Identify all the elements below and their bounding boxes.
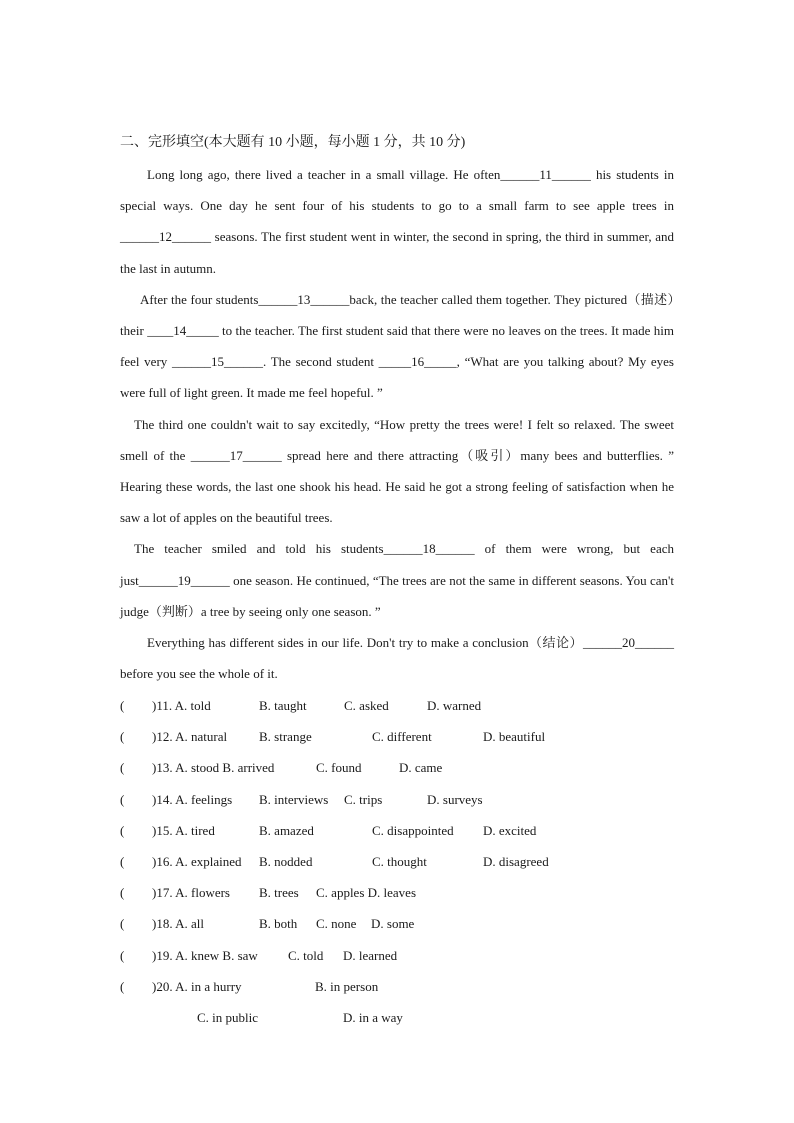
question-row [120,877,680,908]
question-row [120,846,680,877]
passage-paragraph: The teacher smiled and told his students______18______ of them were wrong, but each just______19______ one season. He continued, “The trees are not the same in different seasons. You can't judge（判断）a tree by seeing only one season. ” [120,541,674,619]
option: C. told [288,947,324,963]
option: C. found [316,760,362,776]
option: D. came [399,760,443,776]
option: C. disappointed [372,822,454,838]
option: D. warned [427,698,482,713]
answer-bracket: ( [120,916,125,932]
section-title: 二、完形填空(本大题有 10 小题，每小题 1 分，共 10 分) [120,135,466,150]
question-row [120,784,680,815]
question-row [120,908,680,939]
option: B. trees [259,885,299,901]
answer-bracket: ( [120,791,125,807]
answer-bracket: ( [120,822,125,838]
question-row [120,1002,680,1033]
question-label: )18. A. all [152,916,204,932]
option: B. both [259,916,298,932]
passage-paragraph: After the four students______13______back, the teacher called them together. They pictured（描述）their ____14_____ to the teacher. The first student said that there were no leaves on the trees. It made him feel very ______15______. The second student _____16_____, “What are you talking about? My eyes were full of light green. It made me feel hopeful. ” [120,291,674,401]
passage-paragraph: Long long ago, there lived a teacher in a small village. He often______11______ his students in special ways. One day he sent four of his students to go to a small farm to see apple trees in ______12______ seasons. The first student went in winter, the second in spring, the third in summer, and the last in autumn. [120,167,674,276]
answer-options [120,690,680,1033]
question-label: )16. A. explained [152,853,242,869]
question-row [120,690,680,721]
option: D. excited [483,822,537,838]
question-label: )15. A. tired [152,822,215,838]
answer-bracket: ( [120,947,125,963]
option: D. in a way [343,1009,403,1025]
option: C. in public [197,1009,259,1025]
option: D. beautiful [483,729,546,745]
option: B. strange [259,729,312,745]
answer-bracket: ( [120,698,125,713]
option: B. in person [315,978,379,994]
option: B. taught [259,698,307,713]
question-row [120,971,680,1002]
question-row [120,815,680,846]
question-row [120,721,680,752]
question-label: )14. A. feelings [152,791,233,807]
option: D. surveys [427,791,483,807]
option: C. different [372,729,432,745]
option: C. thought [372,853,427,869]
passage-paragraph: The third one couldn't wait to say excitedly, “How pretty the trees were! I felt so relaxed. The sweet smell of the ______17______ spread here and there attracting（吸引）many bees and butterflies. ” Hearing these words, the last one shook his head. He said he got a strong feeling of satisfaction when he saw a lot of apples on the beautiful trees. [120,416,674,526]
option: D. disagreed [483,853,549,869]
option: C. apples D. leaves [316,885,417,901]
passage-paragraph: Everything has different sides in our life. Don't try to make a conclusion（结论）______20______ before you see the whole of it. [120,635,674,682]
option: D. learned [343,947,398,963]
question-label: )20. A. in a hurry [152,978,242,994]
option: C. none [316,916,357,932]
question-label: )17. A. flowers [152,885,230,901]
cloze-passage [120,159,674,689]
answer-bracket: ( [120,760,125,776]
answer-bracket: ( [120,853,125,869]
option: B. nodded [259,853,313,869]
question-label: )13. A. stood B. arrived [152,760,275,776]
option: C. trips [344,791,383,807]
answer-bracket: ( [120,885,125,901]
option: B. interviews [259,791,329,807]
option: C. asked [344,698,389,713]
option: D. some [371,916,415,932]
option: B. amazed [259,822,314,838]
answer-bracket: ( [120,729,125,745]
question-row [120,752,680,783]
question-label: )11. A. told [152,698,211,713]
question-row [120,940,680,971]
question-label: )19. A. knew B. saw [152,947,258,963]
question-label: )12. A. natural [152,729,228,745]
answer-bracket: ( [120,978,125,994]
